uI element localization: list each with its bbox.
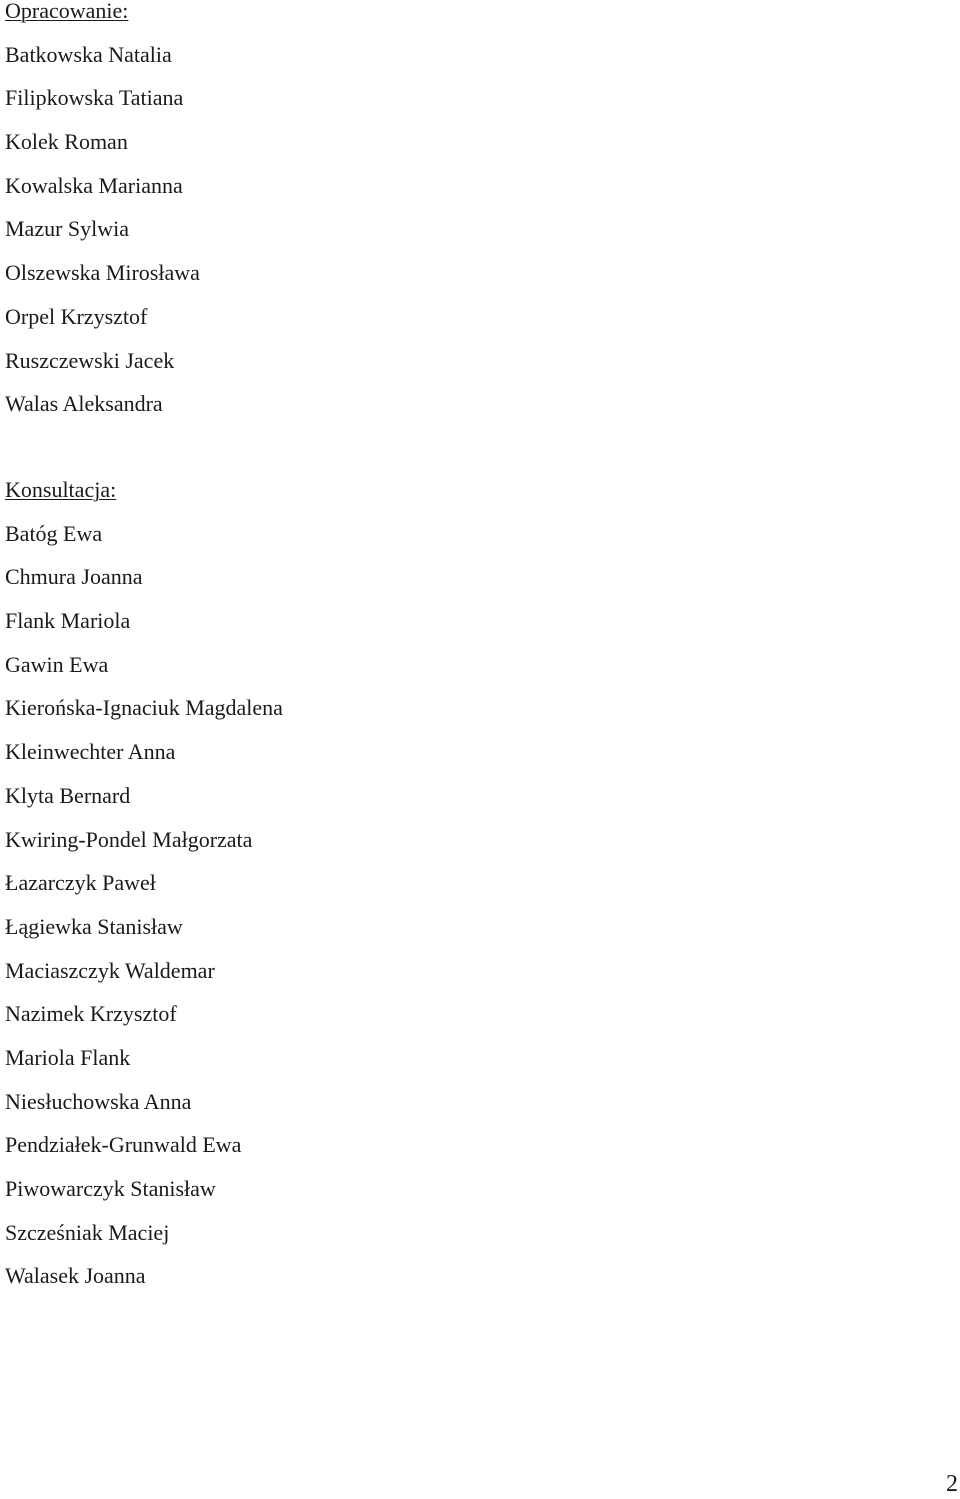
page-number: 2	[946, 1471, 958, 1497]
list-item: Chmura Joanna	[5, 564, 143, 590]
list-item: Ruszczewski Jacek	[5, 347, 175, 373]
list-item: Mariola Flank	[5, 1044, 131, 1070]
list-item: Łągiewka Stanisław	[5, 913, 183, 939]
section-heading: Konsultacja:	[5, 477, 117, 502]
list-item: Piwowarczyk Stanisław	[5, 1176, 216, 1201]
list-item: Kolek Roman	[5, 129, 128, 155]
list-item: Pendziałek-Grunwald Ewa	[5, 1132, 242, 1158]
list-item: Batóg Ewa	[5, 520, 103, 546]
list-item: Niesłuchowska Anna	[5, 1088, 192, 1114]
list-item: Filipkowska Tatiana	[5, 85, 184, 111]
list-item: Kleinwechter Anna	[5, 739, 176, 765]
list-item: Łazarczyk Paweł	[5, 870, 156, 896]
list-item: Nazimek Krzysztof	[5, 1001, 177, 1027]
list-item: Szcześniak Maciej	[5, 1219, 170, 1245]
list-item: Flank Mariola	[5, 608, 131, 634]
section-heading: Opracowanie:	[5, 0, 129, 23]
name-list	[5, 512, 283, 1298]
section-opracowanie	[5, 0, 200, 426]
list-item: Gawin Ewa	[5, 651, 109, 677]
list-item: Kwiring-Pondel Małgorzata	[5, 826, 253, 852]
list-item: Walas Aleksandra	[5, 391, 163, 417]
list-item: Kierońska-Ignaciuk Magdalena	[5, 695, 283, 721]
list-item: Kowalska Marianna	[5, 172, 183, 198]
name-list	[5, 33, 200, 426]
list-item: Olszewska Mirosława	[5, 260, 200, 286]
list-item: Maciaszczyk Waldemar	[5, 957, 215, 983]
list-item: Mazur Sylwia	[5, 216, 130, 242]
list-item: Batkowska Natalia	[5, 41, 172, 67]
section-konsultacja	[5, 468, 283, 1298]
list-item: Walasek Joanna	[5, 1263, 146, 1289]
list-item: Klyta Bernard	[5, 782, 131, 808]
list-item: Orpel Krzysztof	[5, 303, 148, 329]
